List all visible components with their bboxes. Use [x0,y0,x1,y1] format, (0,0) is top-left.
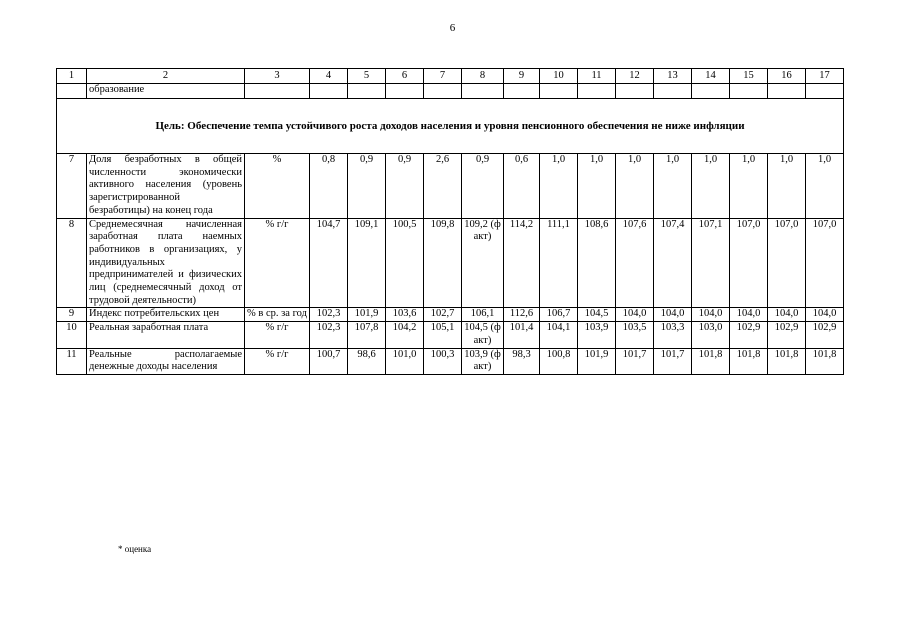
column-number: 10 [540,69,578,84]
value-cell: 106,1 [462,308,504,322]
empty-cell [424,84,462,99]
value-cell: 101,9 [348,308,386,322]
value-cell: 1,0 [540,154,578,219]
empty-cell [578,84,616,99]
value-cell: 109,2 (факт) [462,218,504,308]
value-cell: 100,8 [540,348,578,374]
column-number: 17 [806,69,844,84]
column-number: 3 [245,69,310,84]
value-cell: 104,0 [806,308,844,322]
value-cell: 1,0 [730,154,768,219]
indicator-name: Реальная заработная плата [87,322,245,348]
value-cell: 102,3 [310,322,348,348]
empty-cell [654,84,692,99]
value-cell: 104,5 [578,308,616,322]
column-number: 1 [57,69,87,84]
value-cell: 104,1 [540,322,578,348]
value-cell: 107,0 [730,218,768,308]
value-cell: 2,6 [424,154,462,219]
empty-cell [540,84,578,99]
value-cell: 0,8 [310,154,348,219]
unit: % в ср. за год [245,308,310,322]
empty-cell [768,84,806,99]
indicators-table [56,68,844,375]
value-cell: 104,0 [654,308,692,322]
column-number: 15 [730,69,768,84]
page-number: 6 [449,22,456,34]
value-cell: 104,0 [692,308,730,322]
indicator-name: Индекс потребительских цен [87,308,245,322]
value-cell: 109,8 [424,218,462,308]
column-number: 13 [654,69,692,84]
continuation-row [57,84,844,99]
value-cell: 101,7 [616,348,654,374]
column-number: 12 [616,69,654,84]
empty-cell [462,84,504,99]
value-cell: 104,0 [730,308,768,322]
value-cell: 0,9 [348,154,386,219]
value-cell: 103,3 [654,322,692,348]
empty-cell [348,84,386,99]
unit: % [245,154,310,219]
column-number: 16 [768,69,806,84]
value-cell: 112,6 [504,308,540,322]
value-cell: 102,7 [424,308,462,322]
value-cell: 102,9 [806,322,844,348]
column-number: 7 [424,69,462,84]
value-cell: 1,0 [616,154,654,219]
column-number: 11 [578,69,616,84]
value-cell: 103,9 (факт) [462,348,504,374]
value-cell: 0,6 [504,154,540,219]
column-number: 6 [386,69,424,84]
value-cell: 104,5 (факт) [462,322,504,348]
value-cell: 1,0 [578,154,616,219]
empty-cell [806,84,844,99]
value-cell: 107,0 [806,218,844,308]
row-number: 11 [57,348,87,374]
value-cell: 101,8 [730,348,768,374]
empty-cell [692,84,730,99]
value-cell: 114,2 [504,218,540,308]
value-cell: 104,7 [310,218,348,308]
empty-cell [245,84,310,99]
value-cell: 107,8 [348,322,386,348]
value-cell: 109,1 [348,218,386,308]
value-cell: 106,7 [540,308,578,322]
table-row [57,218,844,308]
value-cell: 101,0 [386,348,424,374]
value-cell: 100,7 [310,348,348,374]
empty-cell [386,84,424,99]
value-cell: 108,6 [578,218,616,308]
value-cell: 1,0 [692,154,730,219]
value-cell: 107,0 [768,218,806,308]
unit: % г/г [245,218,310,308]
column-number: 5 [348,69,386,84]
unit: % г/г [245,322,310,348]
value-cell: 98,3 [504,348,540,374]
column-number: 14 [692,69,730,84]
value-cell: 104,0 [768,308,806,322]
empty-cell [504,84,540,99]
table-row [57,348,844,374]
value-cell: 100,3 [424,348,462,374]
indicator-name: Доля безработных в общей численности экономически активного населения (уровень зарегистрированной безработицы) на конец года [87,154,245,219]
value-cell: 107,4 [654,218,692,308]
column-number-row [57,69,844,84]
column-number: 8 [462,69,504,84]
goal-row [57,99,844,154]
column-number: 4 [310,69,348,84]
value-cell: 103,0 [692,322,730,348]
table-row [57,322,844,348]
value-cell: 105,1 [424,322,462,348]
column-number: 2 [87,69,245,84]
value-cell: 103,5 [616,322,654,348]
value-cell: 102,3 [310,308,348,322]
value-cell: 101,4 [504,322,540,348]
row-number: 7 [57,154,87,219]
value-cell: 107,1 [692,218,730,308]
goal-text: Цель: Обеспечение темпа устойчивого роста доходов населения и уровня пенсионного обеспечения не ниже инфляции [57,99,844,154]
value-cell: 0,9 [462,154,504,219]
empty-cell [310,84,348,99]
value-cell: 104,0 [616,308,654,322]
value-cell: 101,9 [578,348,616,374]
value-cell: 0,9 [386,154,424,219]
value-cell: 111,1 [540,218,578,308]
value-cell: 101,8 [692,348,730,374]
unit: % г/г [245,348,310,374]
value-cell: 1,0 [768,154,806,219]
value-cell: 104,2 [386,322,424,348]
indicator-name: Реальные располагаемые денежные доходы населения [87,348,245,374]
value-cell: 102,9 [730,322,768,348]
value-cell: 102,9 [768,322,806,348]
value-cell: 101,8 [768,348,806,374]
value-cell: 101,8 [806,348,844,374]
row-number: 10 [57,322,87,348]
row-number-cell [57,84,87,99]
row-number: 8 [57,218,87,308]
empty-cell [616,84,654,99]
value-cell: 98,6 [348,348,386,374]
row-number: 9 [57,308,87,322]
footnote: * оценка [118,544,152,554]
table-row [57,154,844,219]
indicator-name-continuation: образование [87,84,245,99]
value-cell: 107,6 [616,218,654,308]
value-cell: 103,6 [386,308,424,322]
value-cell: 101,7 [654,348,692,374]
empty-cell [730,84,768,99]
value-cell: 1,0 [806,154,844,219]
value-cell: 103,9 [578,322,616,348]
value-cell: 1,0 [654,154,692,219]
value-cell: 100,5 [386,218,424,308]
table-row [57,308,844,322]
indicator-name: Среднемесячная начисленная заработная плата наемных работников в организациях, у индивидуальных предпринимателей и физических лиц (среднемесячный доход от трудовой деятельности) [87,218,245,308]
column-number: 9 [504,69,540,84]
